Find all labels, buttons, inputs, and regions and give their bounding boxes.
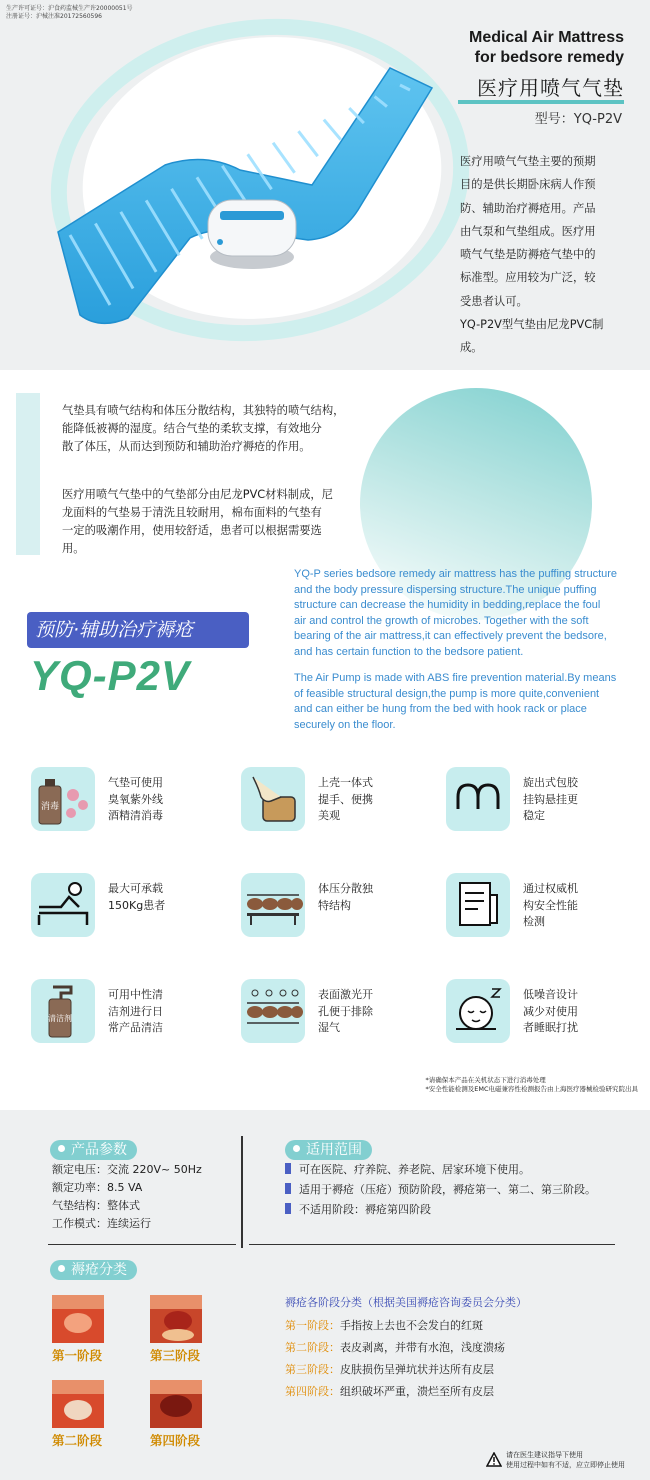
feature-line: 旋出式包胶 [523, 776, 578, 789]
param-line: 工作模式：连续运行 [52, 1217, 151, 1230]
feature-load-capacity [31, 873, 231, 943]
stage-name: 第一阶段： [285, 1319, 340, 1332]
feature-line: 美观 [318, 809, 340, 822]
warning-line: 请在医生建议指导下使用 [506, 1451, 583, 1459]
paragraph-line: 龙面料的气垫易于清洗且较耐用，棉布面料的气垫有 [62, 506, 322, 519]
paragraph-line: air and control the growth of microbes. Together with the soft [294, 614, 589, 627]
feature-icon-box [241, 979, 305, 1043]
feature-icon-box [446, 767, 510, 831]
feature-line: 稳定 [523, 809, 545, 822]
paragraph-line: The Air Pump is made with ABS fire prevention material.By means [294, 672, 617, 684]
feature-line: 构安全性能 [523, 898, 578, 912]
stage-2-label: 第二阶段 [52, 1433, 103, 1448]
intro-line: 标准型。应用较为广泛，较 [460, 271, 596, 285]
feature-icon-box [446, 979, 510, 1043]
model-large: YQ-P2V [30, 652, 191, 699]
bottle-label: 消毒 [40, 802, 60, 812]
stage-name: 第四阶段： [285, 1385, 340, 1398]
paragraph-line: 能降低被褥的湿度。结合气垫的柔软支撑，有效地分 [62, 422, 322, 435]
feature-text [318, 987, 428, 1037]
warning-text [506, 1451, 636, 1470]
classification-item [285, 1383, 494, 1399]
feature-icon-box [31, 873, 95, 937]
feature-text [523, 987, 633, 1037]
stage-4-image [150, 1380, 202, 1428]
stage-description: 表皮剥离，并带有水泡，浅度溃疡 [340, 1341, 505, 1354]
pressure-distribution-icon [241, 873, 305, 937]
certificate-icon [446, 873, 510, 937]
sleeping-face-icon [446, 979, 510, 1043]
bullet-square [285, 1163, 291, 1174]
paragraph-line: bearing of the air mattress,it can effectively prevent the bedsore, [294, 630, 607, 642]
feature-line: 减少对使用 [523, 1004, 578, 1018]
license-info [6, 5, 133, 21]
paragraph-line: of feasible structural design,the pump is more quite,convenient [294, 687, 600, 700]
stage-name: 第三阶段： [285, 1363, 340, 1376]
feature-cleaning [31, 979, 231, 1049]
scope-item [285, 1162, 596, 1178]
feature-line: 最大可承载 [108, 882, 163, 895]
paragraph-line: and has certain function to the bedsore patient. [294, 645, 524, 658]
stage-1-image [52, 1295, 104, 1343]
feature-line: 提手、便携 [318, 792, 373, 806]
paragraph-line: 用。 [62, 542, 85, 555]
feature-line: 表面激光开 [318, 988, 373, 1001]
stage-name: 第二阶段： [285, 1341, 340, 1354]
feature-line: 150Kg患者 [108, 898, 166, 912]
intro-line: 医疗用喷气气垫主要的预期 [460, 155, 596, 168]
classification-badge [50, 1260, 137, 1280]
footnote: *请确保本产品在关机状态下进行消毒处理 [425, 1076, 546, 1084]
feature-pressure-distribution [241, 873, 441, 943]
feature-line: 上壳一体式 [318, 776, 373, 789]
badge-dot [293, 1145, 300, 1152]
description-paragraph-cn [62, 402, 390, 456]
accent-side-bar [16, 393, 40, 555]
stage-3-label: 第三阶段 [150, 1348, 201, 1363]
intro-line: YQ-P2V型气垫由尼龙PVC制 [460, 318, 604, 332]
footnote: *安全性能检测及EMC电磁兼容性检测报告由上海医疗器械检验研究院出具 [425, 1085, 638, 1093]
scope-item [285, 1202, 596, 1218]
warning-line: 使用过程中如有不适，应立即停止使用 [506, 1460, 625, 1469]
mattress-rib [324, 120, 341, 140]
feature-line: 可用中性清 [108, 988, 163, 1001]
mattress-rib [298, 131, 317, 156]
stage-description: 手指按上去也不会发白的红斑 [340, 1319, 483, 1332]
product-intro [460, 150, 630, 360]
feature-line: 常产品清洁 [108, 1021, 163, 1034]
mattress-rib [273, 143, 295, 173]
classification-item [285, 1339, 505, 1355]
scope-badge [285, 1140, 372, 1160]
feature-line: 低噪音设计 [523, 988, 578, 1001]
feature-line: 臭氧紫外线 [108, 792, 163, 806]
stage-description: 组织破坏严重，溃烂至所有皮层 [340, 1385, 494, 1398]
disinfect-bottle-icon [31, 767, 95, 831]
feature-icon-box [241, 873, 305, 937]
feature-line: 体压分散独 [318, 882, 373, 895]
paragraph-line: and can either be hung from the bed with hook rack or place [294, 703, 587, 715]
title-underline [458, 100, 624, 104]
air-pump [208, 200, 296, 269]
product-hero [0, 0, 650, 370]
feature-line: 挂钩悬挂更 [523, 792, 578, 806]
feature-icon-box [446, 873, 510, 937]
params-list [52, 1162, 202, 1232]
intro-line: 成。 [460, 341, 483, 355]
intro-line: 由气泵和气垫组成。医疗用 [460, 224, 596, 238]
feature-line: 特结构 [318, 898, 351, 912]
param-line: 气垫结构：整体式 [52, 1199, 140, 1212]
title-chinese: 医疗用喷气气垫 [477, 76, 624, 100]
intro-line: 防、辅助治疗褥疮用。产品 [460, 201, 596, 215]
feature-line: 检测 [523, 915, 545, 928]
air-mattress-image [40, 60, 440, 330]
feature-text [108, 881, 218, 914]
laser-holes-icon [241, 979, 305, 1043]
badge-label: 产品参数 [71, 1142, 127, 1158]
intro-line: 喷气气垫是防褥疮气垫中的 [460, 248, 596, 262]
license-line: 生产许可证号：沪食药监械生产许20000051号 [6, 5, 133, 12]
feature-line: 孔便于排除 [318, 1004, 373, 1018]
feature-line: 气垫可使用 [108, 776, 163, 789]
scope-text: 不适用阶段：褥疮第四阶段 [299, 1203, 431, 1216]
feature-handle [241, 767, 441, 837]
feature-text [318, 775, 428, 825]
divider-horizontal [249, 1244, 615, 1245]
paragraph-line: 散了体压，从而达到预防和辅助治疗褥疮的作用。 [62, 440, 311, 453]
paragraph-line: 气垫具有喷气结构和体压分散结构，其独特的喷气结构， [62, 404, 345, 417]
feature-safety-test [446, 873, 646, 943]
feature-text [318, 881, 428, 914]
param-line: 额定电压：交流 220V~ 50Hz [52, 1163, 202, 1176]
intro-line: 目的是供长期卧床病人作预 [460, 178, 596, 192]
material-paragraph-cn [62, 486, 390, 558]
patient-bed-icon [31, 873, 95, 937]
feature-text [523, 881, 633, 931]
feature-text [108, 987, 218, 1037]
title-english [469, 28, 624, 68]
feature-icon-box [31, 767, 95, 831]
classification-title: 褥疮各阶段分类（根据美国褥疮咨询委员会分类） [285, 1296, 527, 1309]
stage-1-label: 第一阶段 [52, 1348, 103, 1363]
feature-text [108, 775, 218, 825]
paragraph-line: YQ-P series bedsore remedy air mattress has the puffing structure [294, 568, 618, 580]
feature-low-noise [446, 979, 646, 1049]
spray-cleaner-icon [31, 979, 95, 1043]
scope-list [285, 1162, 596, 1218]
stage-description: 皮肤损伤呈弹坑状并达所有皮层 [340, 1363, 494, 1376]
stage-2-image [52, 1380, 104, 1428]
hand-carry-icon [241, 767, 305, 831]
paragraph-line: 医疗用喷气气垫中的气垫部分由尼龙PVC材料制成，尼 [62, 488, 333, 501]
bullet-square [285, 1183, 291, 1194]
badge-dot [58, 1145, 65, 1152]
feature-line: 者睡眠打扰 [523, 1021, 578, 1034]
badge-label: 褥疮分类 [71, 1262, 127, 1278]
params-badge [50, 1140, 137, 1160]
feature-line: 酒精清消毒 [108, 809, 163, 822]
title-english-line: for bedsore remedy [474, 49, 624, 66]
badge-dot [58, 1265, 65, 1272]
divider-horizontal [48, 1244, 236, 1245]
feature-laser-holes [241, 979, 441, 1049]
hook-icon [446, 767, 510, 831]
classification-item [285, 1361, 494, 1377]
paragraph-line: securely on the floor. [294, 718, 396, 731]
badge-label: 适用范围 [306, 1142, 362, 1158]
scope-item [285, 1182, 596, 1198]
bullet-square [285, 1203, 291, 1214]
divider-vertical [241, 1136, 243, 1248]
pump-paragraph-en [294, 671, 634, 733]
paragraph-line: and the body pressure dispersing structure.The unique puffing [294, 583, 597, 596]
feature-line: 洁剂进行日 [108, 1004, 163, 1018]
description-paragraph-en [294, 567, 634, 660]
slogan-banner: 预防·辅助治疗褥疮 [27, 612, 249, 648]
stage-3-image [150, 1295, 202, 1343]
classification-item [285, 1317, 483, 1333]
intro-line: 受患者认可。 [460, 294, 528, 308]
feature-line: 通过权威机 [523, 882, 578, 895]
feature-hook [446, 767, 646, 837]
feature-icon-box [31, 979, 95, 1043]
scope-text: 可在医院、疗养院、养老院、居家环境下使用。 [299, 1163, 530, 1176]
warning-icon [486, 1452, 502, 1467]
paragraph-line: structure can decrease the humidity in bedding,replace the foul [294, 599, 601, 611]
param-line: 额定功率：8.5 VA [52, 1181, 143, 1194]
scope-text: 适用于褥疮（压疮）预防阶段，褥疮第一、第二、第三阶段。 [299, 1183, 596, 1196]
feature-icon-box [241, 767, 305, 831]
bottle-label: 清洁剂 [48, 1014, 72, 1023]
feature-disinfection [31, 767, 231, 837]
feature-line: 湿气 [318, 1021, 340, 1034]
feature-text [523, 775, 633, 825]
title-english-line: Medical Air Mattress [468, 29, 624, 46]
model-number: 型号：YQ-P2V [534, 112, 622, 127]
stage-4-label: 第四阶段 [150, 1433, 201, 1448]
license-line: 注册证号：沪械注准20172560596 [6, 13, 102, 20]
paragraph-line: 一定的吸潮作用，使用较舒适，患者可以根据需要选 [62, 524, 322, 537]
footnotes [425, 1076, 638, 1094]
